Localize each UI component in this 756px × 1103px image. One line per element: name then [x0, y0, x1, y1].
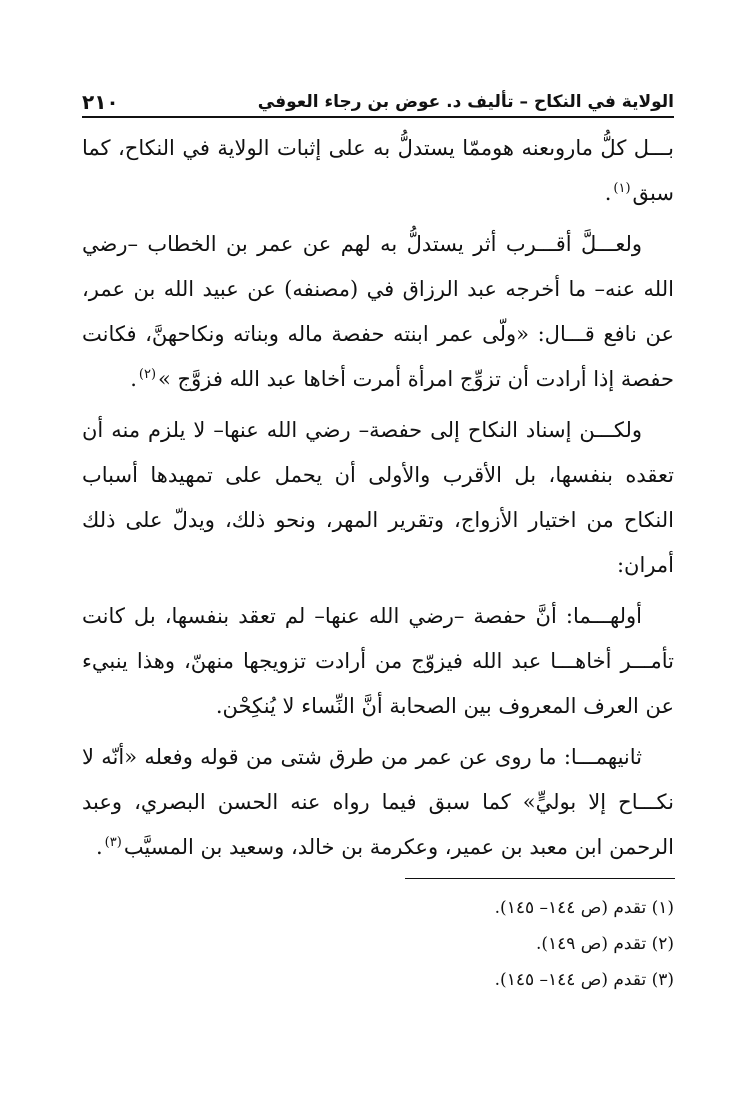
- paragraph-text: ثانيهمـــا: ما روى عن عمر من طرق شتى من قوله وفعله «أنّه لا نكـــاح إلا بوليٍّ» كما سبق فيما رواه عنه الحسن البصري، وعبد الرحمن ابن معبد بن عمير، وعكرمة بن خالد، وسعيد بن المسيَّب: [82, 745, 675, 859]
- paragraph-end: .: [130, 367, 137, 391]
- paragraph-2: [82, 222, 674, 402]
- footnote-1: (١) تقدم (ص ١٤٤– ١٤٥).: [494, 898, 674, 918]
- paragraph-5: [82, 735, 674, 870]
- paragraph-text: بـــل كلُّ ماروىعنه هوممّا يستدلُّ به على إثبات الولاية في النكاح، كما سبق: [82, 136, 674, 205]
- footnote-3: (٣) تقدم (ص ١٤٤– ١٤٥).: [494, 970, 674, 990]
- main-text: [82, 126, 674, 876]
- running-title: الولاية في النكاح – تأليف د. عوض بن رجاء العوفي: [257, 92, 674, 112]
- footnotes: [82, 890, 674, 998]
- paragraph-3: [82, 408, 674, 588]
- footnote-ref-3: (٣): [104, 835, 122, 850]
- footnote-ref-1: (١): [613, 181, 631, 196]
- page-header: [82, 84, 674, 118]
- footnote-2: (٢) تقدم (ص ١٤٩).: [535, 934, 674, 954]
- paragraph-text: أولهـــما: أنَّ حفصة –رضي الله عنها– لم تعقد بنفسها، بل كانت تأمـــر أخاهـــا عبد الله فيزوّج من أرادت تزويجها منهنّ، وهذا ينبيء عن العرف المعروف بين الصحابة أنَّ النِّساء لا يُنكِحْن.: [82, 604, 674, 718]
- paragraph-4: [82, 594, 674, 729]
- footnote-divider: [405, 878, 675, 879]
- footnote-ref-2: (٢): [138, 367, 157, 382]
- paragraph-end: .: [95, 835, 103, 859]
- paragraph-1: [82, 126, 674, 216]
- paragraph-text: ولكـــن إسناد النكاح إلى حفصة– رضي الله عنها– لا يلزم منه أن تعقده بنفسها، بل الأقرب والأولى أن يحمل على تمهيدها أسباب النكاح من اختيار الأزواج، وتقرير المهر، ونحو ذلك، ويدلّ على ذلك أمران:: [82, 418, 674, 577]
- page-number: ٢١٠: [82, 90, 119, 114]
- paragraph-end: .: [604, 181, 612, 205]
- paragraph-text: ولعـــلَّ أقـــرب أثر يستدلُّ به لهم عن عمر بن الخطاب –رضي الله عنه– ما أخرجه عبد الرزاق في (مصنفه) عن عبيد الله بن عمر، عن نافع قـــال: «ولّى عمر ابنته حفصة ماله وبناته ونكاحهنَّ، فكانت حفصة إذا أرادت أن تزوِّج امرأة أمرت أخاها عبد الله فزوَّج »: [82, 232, 674, 391]
